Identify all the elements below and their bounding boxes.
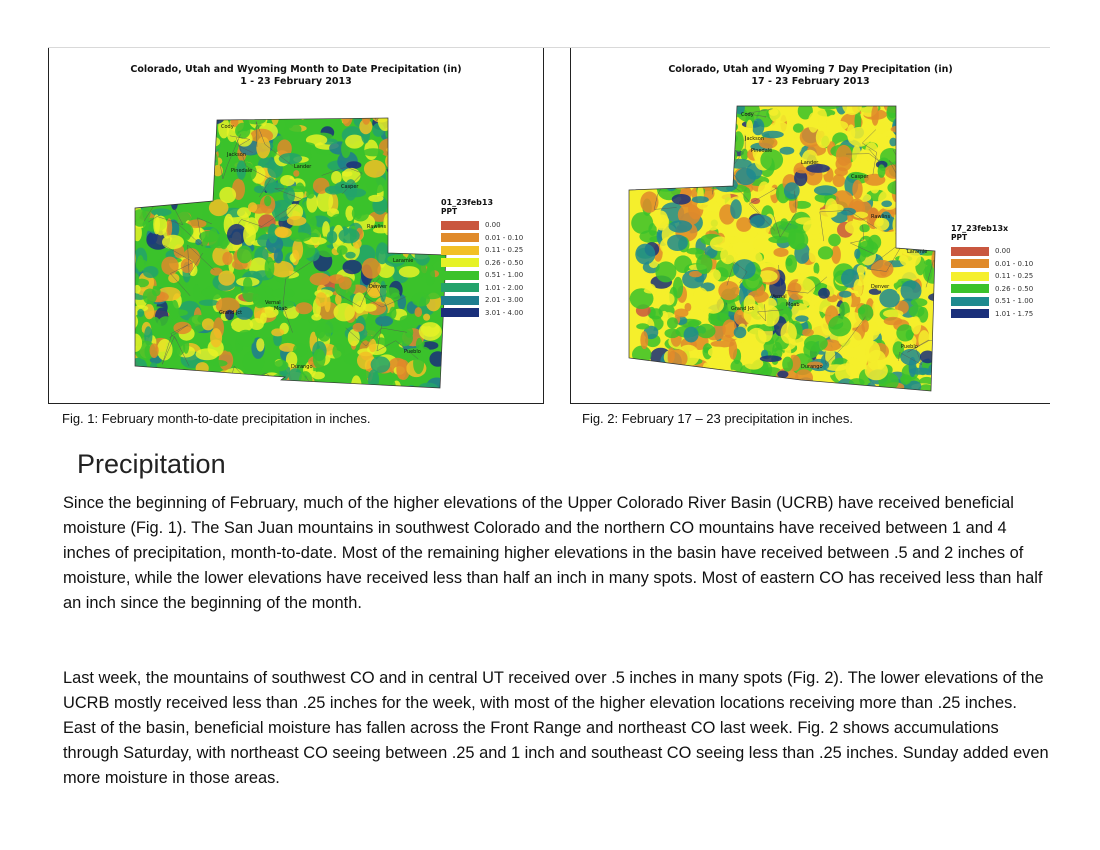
map-place-label: Casper: [851, 174, 869, 180]
legend-label: 0.51 - 1.00: [995, 297, 1034, 306]
legend-swatch: [441, 246, 479, 255]
figure-1-title-line1: Colorado, Utah and Wyoming Month to Date Precipitation (in): [130, 64, 462, 75]
figure-2-legend: [951, 224, 1033, 320]
figure-2-legend-rows: [951, 245, 1033, 320]
legend-item: [441, 294, 523, 307]
legend-label: 0.01 - 0.10: [485, 233, 524, 242]
legend-label: 0.00: [485, 221, 501, 230]
figure-1-legend-name: 01_23feb13: [441, 198, 494, 207]
legend-swatch: [441, 283, 479, 292]
legend-item: [951, 308, 1033, 321]
map-place-label: Pueblo: [404, 349, 421, 355]
map-place-label: Pinedale: [751, 148, 773, 154]
legend-swatch: [951, 259, 989, 268]
map-place-label: Rawlins: [367, 224, 387, 230]
legend-label: 1.01 - 2.00: [485, 283, 524, 292]
map-place-label: Vernal: [265, 300, 281, 306]
paragraph-2: Last week, the mountains of southwest CO and in central UT received over .5 inches in many spots (Fig. 2). The lower elevations of the UCRB mostly received less than .25 inches for the week, with most of the higher elevation locations receiving more than .25 inches. East of the basin, beneficial moisture has fallen across the Front Range and northeast CO last week. Fig. 2 shows accumulations through Saturday, with northeast CO seeing between .25 and 1 inch and southeast CO seeing less than .25 inches. Sunday added even more moisture in those areas.: [63, 669, 1049, 787]
legend-label: 0.01 - 0.10: [995, 259, 1034, 268]
map-place-label: Jackson: [227, 152, 247, 158]
map-place-label: Moab: [786, 302, 800, 308]
figure-2-title-line1: Colorado, Utah and Wyoming 7 Day Precipitation (in): [668, 64, 953, 75]
map-place-label: Denver: [871, 284, 890, 290]
legend-item: [951, 295, 1033, 308]
figure-2-legend-label: PPT: [951, 233, 968, 242]
map-place-label: Vernal: [771, 294, 787, 300]
legend-swatch: [441, 221, 479, 230]
map-place-label: Cody: [221, 124, 234, 130]
legend-label: 0.11 - 0.25: [995, 272, 1034, 281]
figure-1-title-line2: 1 - 23 February 2013: [240, 76, 352, 87]
legend-item: [441, 232, 523, 245]
map-place-label: Cody: [741, 112, 754, 118]
figure-1-legend-rows: [441, 219, 523, 319]
legend-label: 0.11 - 0.25: [485, 246, 524, 255]
legend-item: [951, 283, 1033, 296]
paragraph-1: Since the beginning of February, much of the higher elevations of the Upper Colorado River Basin (UCRB) have received beneficial moisture (Fig. 1). The San Juan mountains in southwest Colorado and the northern CO mountains have received between 1 and 4 inches of precipitation, month-to-date. Most of the remaining higher elevations in the basin have received between .5 and 2 inches of moisture, while the lower elevations have received less than half an inch in many spots. Most of eastern CO has received less than half an inch since the beginning of the month.: [63, 494, 1043, 612]
legend-item: [441, 269, 523, 282]
map-place-label: Laramie: [907, 249, 928, 255]
figure-2-legend-name: 17_23feb13x: [951, 224, 1009, 233]
legend-label: 1.01 - 1.75: [995, 309, 1034, 318]
figure-2-caption: Fig. 2: February 17 – 23 precipitation in inches.: [582, 411, 853, 426]
map-place-label: Moab: [274, 306, 288, 312]
map-place-label: Lander: [801, 160, 819, 166]
legend-swatch: [441, 296, 479, 305]
precip-raster: [108, 93, 448, 402]
legend-swatch: [951, 297, 989, 306]
map-place-label: Rawlins: [871, 214, 891, 220]
map-place-label: Casper: [341, 184, 359, 190]
legend-label: 3.01 - 4.00: [485, 308, 524, 317]
map-place-label: Pueblo: [901, 344, 918, 350]
map-place-label: Pinedale: [231, 168, 253, 174]
legend-item: [441, 257, 523, 270]
figure-1-legend: [441, 198, 523, 319]
map-place-label: Grand Jct: [731, 306, 755, 312]
section-heading: Precipitation: [77, 449, 226, 479]
legend-item: [951, 270, 1033, 283]
legend-swatch: [951, 309, 989, 318]
map-place-label: Lander: [294, 164, 312, 170]
figure-1-caption: Fig. 1: February month-to-date precipitation in inches.: [62, 411, 371, 426]
map-place-label: Durango: [801, 364, 823, 370]
legend-swatch: [951, 284, 989, 293]
legend-label: 0.00: [995, 247, 1011, 256]
map-place-label: Durango: [291, 364, 313, 370]
map-place-label: Laramie: [393, 258, 414, 264]
legend-swatch: [441, 308, 479, 317]
legend-swatch: [951, 272, 989, 281]
map-place-label: Denver: [369, 284, 388, 290]
legend-item: [951, 258, 1033, 271]
map-place-label: Jackson: [745, 136, 765, 142]
legend-item: [951, 245, 1033, 258]
legend-swatch: [441, 271, 479, 280]
legend-swatch: [441, 258, 479, 267]
figure-2-frame: [570, 48, 1050, 404]
legend-item: [441, 307, 523, 320]
figure-1-legend-label: PPT: [441, 207, 458, 216]
legend-label: 2.01 - 3.00: [485, 296, 524, 305]
legend-swatch: [441, 233, 479, 242]
figure-2-title-line2: 17 - 23 February 2013: [751, 76, 870, 87]
legend-item: [441, 244, 523, 257]
figure-1-frame: [48, 48, 544, 404]
legend-swatch: [951, 247, 989, 256]
legend-label: 0.51 - 1.00: [485, 271, 524, 280]
legend-label: 0.26 - 0.50: [995, 284, 1034, 293]
map-place-label: Grand Jct: [219, 310, 243, 316]
legend-item: [441, 219, 523, 232]
legend-item: [441, 282, 523, 295]
legend-label: 0.26 - 0.50: [485, 258, 524, 267]
